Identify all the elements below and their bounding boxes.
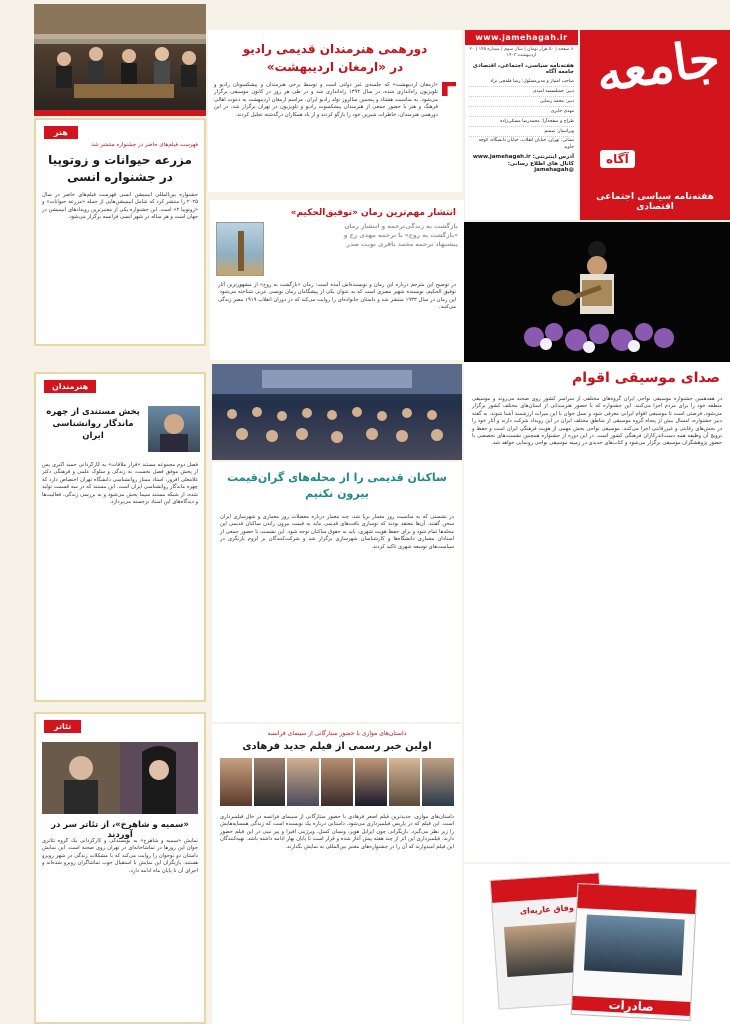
section-tag-honar: هنر [44, 126, 78, 139]
film-body: داستان‌های موازی، جدیدترین فیلم اصغر فرهادی با حضور ستارگانی از سینمای فرانسه در حال فیلمبرداری است. این فیلم که در پاریس فیلمبرداری می‌شود، داستانی درباره یک نویسنده است که زندگی همسایه‌هایش را زیر نظر می‌گیرد. بازیگرانی چون ایزابل هوپر، ونسان کسل، ویرژینی افیرا و پیر نینی در این فیلم حضور دارند. فیلمبرداری این اثر از چند هفته پیش آغاز شده و قرار است تا پایان بهار ادامه داشته باشد. تهیه‌کنندگان این فیلم امیدوارند که آن را در جشنواره‌های معتبر بین‌المللی به نمایش بگذارند. [220, 814, 454, 850]
artists-title: پخش مستندی از چهره ماندگار روانشناسی ایران [46, 407, 140, 441]
architects-body: در نشستی که به مناسبت روز معمار برپا شد، چند معمار درباره معضلات روز معماری و شهرسازی ایران سخن گفتند. آن‌ها معتقد بودند که نوسازی بافت‌های قدیمی نباید به قیمت بیرون راندن ساکنان قدیمی این محله‌ها تمام شود و برای حفظ هویت شهری، باید به حقوق ساکنان توجه شود. این نشست با حضور جمعی از استادان معماری دانشگاه‌ها و کارشناسان شهرسازی برگزار شد و شرکت‌کنندگان بر لزوم بازنگری در سیاست‌های توسعه شهری تاکید کردند. [220, 514, 454, 550]
promo-cover-front[interactable] [571, 883, 698, 1021]
masthead-info [464, 30, 578, 220]
masthead-logo: جامعه [592, 27, 724, 104]
film-title: اولین خبر رسمی از فیلم جدید فرهادی [242, 741, 432, 752]
novel-body: در توضیح این مترجم درباره این رمان و نویسنده‌اش آمده است: رمان «بازگشت به روح» از مشهورترین آثار توفیق الحکیم، نویسنده شهیر مصری است که به عنوان یکی از پیشگامان رمان نویسی عربی شناخته می‌شود. این رمان در سال ۱۹۳۳ منتشر شد و داستان خانواده‌ای را روایت می‌کند که در دوران انقلاب ۱۹۱۹ مصر زندگی می‌کنند. [218, 282, 456, 311]
cast-photo [389, 758, 421, 806]
masthead-tagline: هفته‌نامه سیاسی اجتماعی اقتصادی [596, 192, 714, 212]
red-band-left [34, 110, 206, 116]
novel-article [210, 200, 464, 360]
portrait-shapes [148, 406, 200, 452]
theater-photo [42, 742, 198, 814]
masthead [580, 27, 730, 220]
musician-photo [464, 222, 730, 362]
music-article [464, 362, 730, 862]
top-article [208, 30, 462, 192]
group-photo-shapes [34, 4, 206, 110]
cast-photo-strip [220, 758, 454, 806]
staff-line: صاحب امتیاز و مدیرمسئول: رضا قلمچی نژاد [469, 77, 574, 87]
novel-title: انتشار مهم‌ترین رمان «توفیق‌الحکیم» [290, 208, 456, 218]
staff-line: ویراستار: صمیم [469, 127, 574, 137]
section-tag-artists: هنرمندان [44, 380, 96, 393]
promo-label-2: صادرات [572, 996, 691, 1016]
audience-shapes [212, 364, 462, 460]
music-body: در هفدهمین جشنواره موسیقی نواحی ایران گروه‌های مختلفی از سراسر کشور روی صحنه می‌روند و موسیقی منطقه خود را برای مردم اجرا می‌کنند. این جشنواره که با حضور هنرمندانی از استان‌های مختلف کشور برگزار می‌شود، فرصتی است تا موسیقی اقوام ایرانی معرفی شود و نسل جوان با این میراث ارزشمند آشنا شوند. به گفته دبیر جشنواره، امسال بیش از پنجاه گروه موسیقی از مناطق مختلف ایران در این رویداد شرکت دارند و آثار خود را در بخش‌های رقابتی و غیررقابتی اجرا می‌کنند. موسیقی نواحی بخش مهمی از هویت فرهنگی ایران است و حفظ و ترویج آن وظیفه همه دست‌اندرکاران فرهنگی کشور است. در این دوره از جشنواره همچنین نشست‌های تخصصی با حضور پژوهشگران موسیقی برگزار می‌شود و کتاب‌های جدیدی در زمینه موسیقی نواحی رونمایی خواهد شد. [472, 396, 722, 447]
artists-body: فصل دوم مجموعه مستند «قرار ملاقات» به کارگردانی حمید اکبری پس از پخش موفق فصل نخست، به زندگی و سلوک علمی و فرهنگی دکتر غلامعلی افروز، استاد ممتاز روانشناسی دانشگاه تهران اختصاص دارد که چهره ماندگار روانشناسی ایران است. این مستند که در سه قسمت تولید شده، از شبکه مستند سیما پخش می‌شود و به بررسی زندگی، فعالیت‌ها و دیدگاه‌های این استاد برجسته می‌پردازد. [42, 462, 198, 506]
cast-photo [422, 758, 454, 806]
architects-article [212, 462, 462, 722]
artist-portrait [148, 406, 200, 452]
musician-shapes [464, 222, 730, 362]
theater-card [34, 712, 206, 1024]
theater-body: نمایش «سمیه و شاهرخ» به نویسندگی و کارگردانی یک گروه تئاتری جوان این روزها در تماشاخانه‌ای در تهران روی صحنه است. این نمایش داستان دو نوجوان را روایت می‌کند که با مشکلات زندگی در شهر روبرو هستند. بازیگران این نمایش با استقبال خوب تماشاگران روبرو شده‌اند و اجرای آن تا پایان ماه ادامه دارد. [42, 838, 198, 874]
honar-card [34, 118, 206, 346]
staff-line: مهدی جابری [469, 107, 574, 117]
artists-card [34, 372, 206, 702]
theater-title: «سمیه و شاهرخ»، از تئاتر سر در آوردند [51, 820, 189, 840]
radio-logo-icon [442, 82, 456, 96]
staff-line: طراح و صفحه‌آرا: محمدرضا مشکی‌زاده [469, 117, 574, 127]
promo-area [464, 864, 730, 1024]
site-url[interactable]: www.jamehagah.ir [465, 30, 578, 45]
staff-line: نشانی: تهران، خیابان انقلاب، خیابان دانشگاه، کوچه جاوید [478, 138, 574, 150]
top-article-title: دورهمی هنرمندان قدیمی رادیو [242, 42, 428, 56]
cast-photo [287, 758, 319, 806]
section-tag-theater: تئاتر [44, 720, 81, 733]
top-article-body: «ارمغان اردیبهشت» که جلسه‌ی غیر دولتی است و توسط برخی هنرمندان و پیشکسوتان رادیو و تلویزیون راه‌اندازی شده، در سال ۱۳۹۴ راه‌اندازی شد و در طی هر روز در کانون موسیقی برگزار می‌شود. به مناسبت هشتاد و پنجمین سالروز تولد رادیو ایران، مراسم ارمغان اردیبهشت به دعوت اهالی فرهنگ و هنر با حضور جمعی از هنرمندان پیشکسوت رادیو و تلویزیون در تهران برگزار شد. در این دورهمی هنرمندان، خاطرات شیرین خود را بازگو کردند و از یاد همکاران درگذشته تجلیل کردند. [214, 82, 438, 118]
film-kicker: داستان‌های موازی با حضور ستارگانی از سینمای فرانسه [267, 730, 407, 737]
cast-photo [220, 758, 252, 806]
tower-shape [238, 231, 244, 271]
honar-title: مزرعه حیوانات و زوتوپیا در جشنواره انسی [48, 153, 192, 184]
cast-photo [355, 758, 387, 806]
online-address[interactable]: آدرس اینترنتی: www.jamehagah.ir [472, 154, 574, 160]
novel-kicker: بازگشت به زندگی‌ترجمه و انتشار رمان «بازگشت به روح» با ترجمه مهدی رخ و پیشنهاد ترجمه محمد باقری نوبت صدر [343, 223, 458, 248]
promo-label-1: وفاق عاریه‌ای [519, 903, 575, 916]
theater-shapes [42, 742, 198, 814]
cast-photo [254, 758, 286, 806]
film-article [212, 724, 462, 1024]
staff-list [465, 77, 578, 151]
issue-info: ۸ صفحه | ۵۰ هزار تومان | سال سوم | شماره ۱۴۵ | ۲۰ اردیبهشت ۱۴۰۳ [469, 47, 574, 58]
music-title: صدای موسیقی اقوام [572, 370, 720, 386]
publisher-title: هفته‌نامه سیاسی، اجتماعی، اقتصادی جامعه آگاه [472, 63, 574, 75]
radio-artists-photo [34, 4, 206, 110]
architects-title: ساکنان قدیمی را از محله‌های گران‌قیمت بیرون نکنیم [227, 471, 447, 500]
channel-info[interactable]: کانال های اطلاع رسانی: @jamehagah [507, 161, 574, 173]
staff-line: دبیر: محمد رضایی [469, 97, 574, 107]
book-cover-image [216, 222, 264, 276]
architects-photo [212, 364, 462, 460]
cast-photo [321, 758, 353, 806]
masthead-logo-sub: آگاه [600, 150, 635, 168]
honar-body: جشنواره بین‌المللی انیمیشن انسی فهرست فیلم‌های حاضر در سال ۲۰۲۵ را منتشر کرد که شامل انیمیشن‌هایی از جمله «مزرعه حیوانات» و «زوتوپیا ۲» است. این جشنواره یکی از معتبرترین رویدادهای انیمیشن در جهان است و هر ساله در شهر انسی فرانسه برگزار می‌شود. [42, 192, 199, 221]
staff-line: دبیر: جمیلسمیه امیدی [469, 87, 574, 97]
honar-kicker: فهرست فیلم‌های حاضر در جشنواره منتشر شد [91, 142, 198, 148]
top-article-subtitle: در «ارمغان اردیبهشت» [266, 60, 404, 74]
